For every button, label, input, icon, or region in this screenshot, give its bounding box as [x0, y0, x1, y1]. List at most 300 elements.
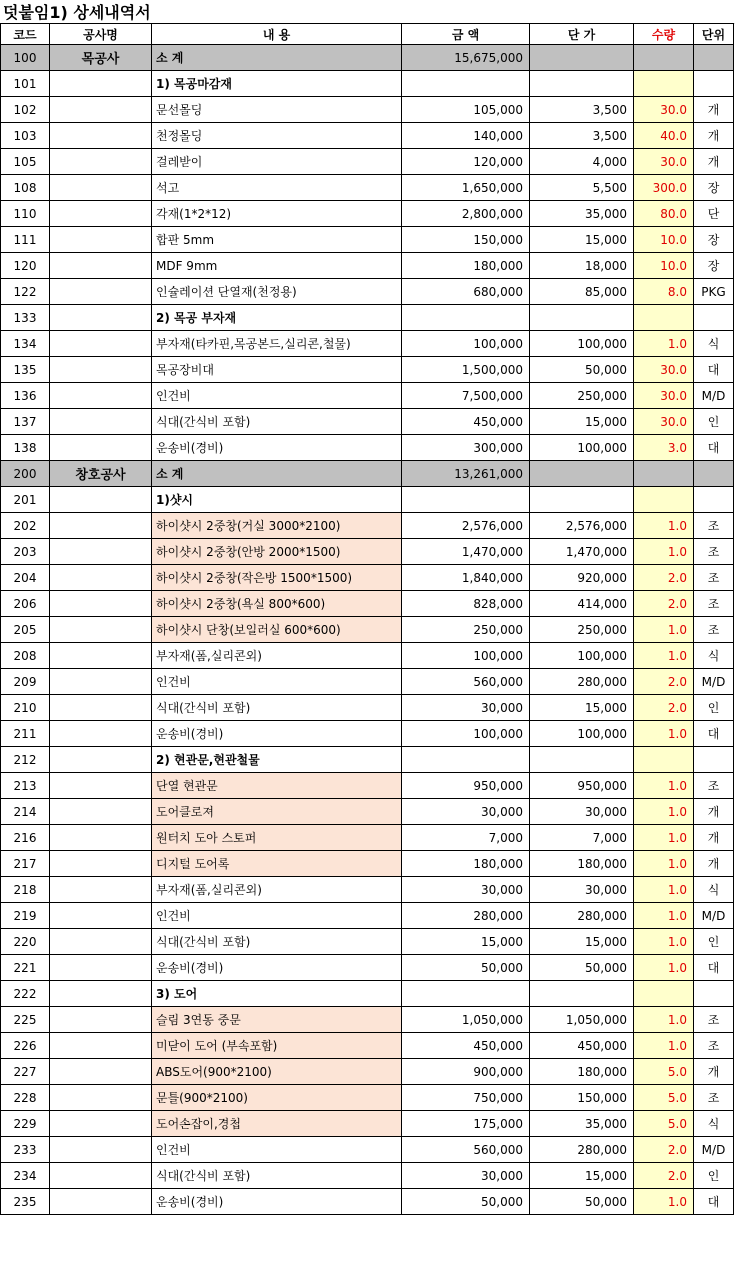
cell-qty[interactable]: 30.0	[634, 357, 694, 383]
cell-amount[interactable]: 950,000	[402, 773, 530, 799]
cell-unit[interactable]	[694, 487, 734, 513]
cell-amount[interactable]: 1,500,000	[402, 357, 530, 383]
cell-amount[interactable]: 450,000	[402, 409, 530, 435]
cell-amount[interactable]: 105,000	[402, 97, 530, 123]
cell-desc[interactable]: 인건비	[152, 669, 402, 695]
cell-desc[interactable]: 식대(간식비 포함)	[152, 929, 402, 955]
cell-amount[interactable]: 30,000	[402, 877, 530, 903]
cell-code[interactable]: 138	[1, 435, 50, 461]
cell-unit[interactable]: 조	[694, 617, 734, 643]
cell-desc[interactable]: 부자재(폼,실리콘외)	[152, 643, 402, 669]
cell-unit[interactable]: 조	[694, 539, 734, 565]
cell-price[interactable]: 15,000	[530, 227, 634, 253]
cell-amount[interactable]	[402, 487, 530, 513]
cell-qty[interactable]	[634, 71, 694, 97]
cell-price[interactable]: 100,000	[530, 643, 634, 669]
cell-qty[interactable]: 2.0	[634, 1163, 694, 1189]
cell-desc[interactable]: 운송비(경비)	[152, 435, 402, 461]
cell-category[interactable]	[50, 1059, 152, 1085]
cell-qty[interactable]: 300.0	[634, 175, 694, 201]
cell-price[interactable]: 150,000	[530, 1085, 634, 1111]
cell-category[interactable]: 목공사	[50, 45, 152, 71]
cell-price[interactable]: 35,000	[530, 201, 634, 227]
cell-desc[interactable]: 3) 도어	[152, 981, 402, 1007]
cell-amount[interactable]: 30,000	[402, 799, 530, 825]
cell-unit[interactable]: M/D	[694, 903, 734, 929]
cell-qty[interactable]: 1.0	[634, 331, 694, 357]
cell-category[interactable]	[50, 695, 152, 721]
cell-price[interactable]: 180,000	[530, 851, 634, 877]
cell-amount[interactable]	[402, 71, 530, 97]
cell-qty[interactable]	[634, 305, 694, 331]
cell-unit[interactable]: 대	[694, 357, 734, 383]
cell-qty[interactable]: 1.0	[634, 903, 694, 929]
cell-category[interactable]	[50, 253, 152, 279]
cell-code[interactable]: 227	[1, 1059, 50, 1085]
cell-amount[interactable]: 150,000	[402, 227, 530, 253]
cell-category[interactable]	[50, 539, 152, 565]
cell-category[interactable]	[50, 747, 152, 773]
cell-category[interactable]	[50, 305, 152, 331]
cell-category[interactable]	[50, 825, 152, 851]
cell-price[interactable]: 15,000	[530, 1163, 634, 1189]
cell-category[interactable]	[50, 149, 152, 175]
cell-code[interactable]: 216	[1, 825, 50, 851]
cell-unit[interactable]: 인	[694, 929, 734, 955]
cell-price[interactable]: 7,000	[530, 825, 634, 851]
cell-desc[interactable]: 도어클로져	[152, 799, 402, 825]
cell-category[interactable]	[50, 487, 152, 513]
cell-unit[interactable]: 식	[694, 331, 734, 357]
cell-category[interactable]	[50, 643, 152, 669]
cell-desc[interactable]: 원터치 도아 스토퍼	[152, 825, 402, 851]
cell-category[interactable]	[50, 227, 152, 253]
cell-unit[interactable]: 개	[694, 799, 734, 825]
cell-unit[interactable]: 개	[694, 825, 734, 851]
cell-code[interactable]: 234	[1, 1163, 50, 1189]
cell-qty[interactable]: 40.0	[634, 123, 694, 149]
cell-amount[interactable]: 900,000	[402, 1059, 530, 1085]
cell-qty[interactable]: 1.0	[634, 851, 694, 877]
cell-amount[interactable]: 15,000	[402, 929, 530, 955]
cell-unit[interactable]: 장	[694, 175, 734, 201]
cell-desc[interactable]: 운송비(경비)	[152, 1189, 402, 1215]
cell-qty[interactable]: 1.0	[634, 773, 694, 799]
cell-unit[interactable]: 조	[694, 591, 734, 617]
cell-code[interactable]: 110	[1, 201, 50, 227]
cell-price[interactable]: 100,000	[530, 721, 634, 747]
cell-qty[interactable]: 30.0	[634, 149, 694, 175]
cell-code[interactable]: 101	[1, 71, 50, 97]
header-category[interactable]: 공사명	[50, 24, 152, 45]
cell-unit[interactable]: 개	[694, 123, 734, 149]
cell-category[interactable]	[50, 773, 152, 799]
cell-amount[interactable]: 300,000	[402, 435, 530, 461]
cell-unit[interactable]: M/D	[694, 383, 734, 409]
cell-price[interactable]: 3,500	[530, 97, 634, 123]
cell-price[interactable]: 280,000	[530, 903, 634, 929]
cell-unit[interactable]: 식	[694, 877, 734, 903]
cell-code[interactable]: 214	[1, 799, 50, 825]
cell-desc[interactable]: 하이샷시 단창(보일러실 600*600)	[152, 617, 402, 643]
cell-unit[interactable]: 개	[694, 1059, 734, 1085]
cell-category[interactable]	[50, 331, 152, 357]
cell-code[interactable]: 202	[1, 513, 50, 539]
cell-desc[interactable]: 1) 목공마감재	[152, 71, 402, 97]
cell-code[interactable]: 222	[1, 981, 50, 1007]
cell-amount[interactable]: 2,800,000	[402, 201, 530, 227]
cell-amount[interactable]: 30,000	[402, 695, 530, 721]
cell-desc[interactable]: 석고	[152, 175, 402, 201]
cell-code[interactable]: 209	[1, 669, 50, 695]
cell-category[interactable]	[50, 383, 152, 409]
cell-code[interactable]: 103	[1, 123, 50, 149]
cell-price[interactable]: 1,050,000	[530, 1007, 634, 1033]
cell-code[interactable]: 206	[1, 591, 50, 617]
cell-unit[interactable]: 개	[694, 851, 734, 877]
cell-amount[interactable]: 1,470,000	[402, 539, 530, 565]
cell-code[interactable]: 229	[1, 1111, 50, 1137]
cell-amount[interactable]	[402, 747, 530, 773]
cell-code[interactable]: 137	[1, 409, 50, 435]
cell-price[interactable]	[530, 71, 634, 97]
cell-amount[interactable]: 750,000	[402, 1085, 530, 1111]
cell-code[interactable]: 219	[1, 903, 50, 929]
cell-category[interactable]	[50, 513, 152, 539]
cell-category[interactable]	[50, 851, 152, 877]
cell-desc[interactable]: 문선몰딩	[152, 97, 402, 123]
cell-unit[interactable]: 조	[694, 1007, 734, 1033]
cell-category[interactable]	[50, 903, 152, 929]
cell-amount[interactable]: 100,000	[402, 721, 530, 747]
cell-category[interactable]	[50, 279, 152, 305]
cell-unit[interactable]: 장	[694, 253, 734, 279]
cell-qty[interactable]	[634, 487, 694, 513]
cell-category[interactable]	[50, 1189, 152, 1215]
cell-desc[interactable]: MDF 9mm	[152, 253, 402, 279]
cell-code[interactable]: 200	[1, 461, 50, 487]
cell-code[interactable]: 221	[1, 955, 50, 981]
cell-qty[interactable]: 1.0	[634, 721, 694, 747]
cell-qty[interactable]: 1.0	[634, 1007, 694, 1033]
cell-qty[interactable]: 2.0	[634, 565, 694, 591]
cell-price[interactable]	[530, 487, 634, 513]
cell-category[interactable]	[50, 721, 152, 747]
cell-qty[interactable]: 30.0	[634, 383, 694, 409]
cell-amount[interactable]: 2,576,000	[402, 513, 530, 539]
cell-desc[interactable]: 부자재(타카핀,목공본드,실리콘,철물)	[152, 331, 402, 357]
cell-category[interactable]	[50, 1085, 152, 1111]
cell-qty[interactable]: 10.0	[634, 227, 694, 253]
cell-desc[interactable]: 인건비	[152, 383, 402, 409]
cell-unit[interactable]: 대	[694, 955, 734, 981]
cell-price[interactable]: 920,000	[530, 565, 634, 591]
cell-price[interactable]: 5,500	[530, 175, 634, 201]
cell-amount[interactable]: 560,000	[402, 1137, 530, 1163]
cell-unit[interactable]	[694, 747, 734, 773]
cell-desc[interactable]: 2) 현관문,현관철물	[152, 747, 402, 773]
cell-category[interactable]	[50, 929, 152, 955]
cell-unit[interactable]	[694, 45, 734, 71]
cell-category[interactable]	[50, 617, 152, 643]
cell-category[interactable]	[50, 669, 152, 695]
cell-unit[interactable]: 조	[694, 513, 734, 539]
cell-qty[interactable]	[634, 461, 694, 487]
cell-price[interactable]: 1,470,000	[530, 539, 634, 565]
header-code[interactable]: 코드	[1, 24, 50, 45]
cell-unit[interactable]: 개	[694, 97, 734, 123]
cell-code[interactable]: 205	[1, 617, 50, 643]
cell-desc[interactable]: 인건비	[152, 903, 402, 929]
cell-code[interactable]: 111	[1, 227, 50, 253]
cell-desc[interactable]: 문틀(900*2100)	[152, 1085, 402, 1111]
cell-amount[interactable]: 828,000	[402, 591, 530, 617]
header-unit[interactable]: 단위	[694, 24, 734, 45]
cell-qty[interactable]: 5.0	[634, 1059, 694, 1085]
cell-category[interactable]	[50, 591, 152, 617]
cell-qty[interactable]: 1.0	[634, 539, 694, 565]
cell-amount[interactable]	[402, 981, 530, 1007]
cell-unit[interactable]	[694, 305, 734, 331]
cell-amount[interactable]: 13,261,000	[402, 461, 530, 487]
cell-desc[interactable]: 하이샷시 2중창(욕실 800*600)	[152, 591, 402, 617]
cell-qty[interactable]: 5.0	[634, 1111, 694, 1137]
header-price[interactable]: 단 가	[530, 24, 634, 45]
cell-price[interactable]: 414,000	[530, 591, 634, 617]
cell-category[interactable]	[50, 1137, 152, 1163]
cell-price[interactable]: 250,000	[530, 383, 634, 409]
cell-desc[interactable]: 도어손잡이,경첩	[152, 1111, 402, 1137]
cell-category[interactable]	[50, 565, 152, 591]
cell-qty[interactable]: 1.0	[634, 617, 694, 643]
cell-unit[interactable]: 조	[694, 565, 734, 591]
cell-code[interactable]: 208	[1, 643, 50, 669]
cell-qty[interactable]: 10.0	[634, 253, 694, 279]
cell-category[interactable]: 창호공사	[50, 461, 152, 487]
cell-desc[interactable]: 운송비(경비)	[152, 955, 402, 981]
cell-category[interactable]	[50, 1111, 152, 1137]
cell-category[interactable]	[50, 435, 152, 461]
cell-code[interactable]: 108	[1, 175, 50, 201]
cell-desc[interactable]: 단열 현관문	[152, 773, 402, 799]
cell-amount[interactable]: 680,000	[402, 279, 530, 305]
cell-price[interactable]: 250,000	[530, 617, 634, 643]
cell-category[interactable]	[50, 1163, 152, 1189]
cell-category[interactable]	[50, 123, 152, 149]
cell-code[interactable]: 233	[1, 1137, 50, 1163]
cell-code[interactable]: 102	[1, 97, 50, 123]
cell-desc[interactable]: 1)샷시	[152, 487, 402, 513]
cell-category[interactable]	[50, 175, 152, 201]
cell-price[interactable]: 50,000	[530, 1189, 634, 1215]
cell-amount[interactable]: 7,000	[402, 825, 530, 851]
cell-unit[interactable]: 대	[694, 435, 734, 461]
cell-price[interactable]: 85,000	[530, 279, 634, 305]
cell-desc[interactable]: 인건비	[152, 1137, 402, 1163]
cell-amount[interactable]: 140,000	[402, 123, 530, 149]
cell-desc[interactable]: 걸레받이	[152, 149, 402, 175]
cell-code[interactable]: 210	[1, 695, 50, 721]
cell-price[interactable]	[530, 45, 634, 71]
cell-amount[interactable]: 180,000	[402, 253, 530, 279]
cell-amount[interactable]: 180,000	[402, 851, 530, 877]
cell-unit[interactable]: 대	[694, 1189, 734, 1215]
header-amount[interactable]: 금 액	[402, 24, 530, 45]
cell-unit[interactable]: 식	[694, 1111, 734, 1137]
cell-desc[interactable]: ABS도어(900*2100)	[152, 1059, 402, 1085]
cell-qty[interactable]: 1.0	[634, 929, 694, 955]
cell-price[interactable]: 18,000	[530, 253, 634, 279]
cell-unit[interactable]: 단	[694, 201, 734, 227]
cell-category[interactable]	[50, 357, 152, 383]
header-qty[interactable]: 수량	[634, 24, 694, 45]
cell-desc[interactable]: 천정몰딩	[152, 123, 402, 149]
cell-qty[interactable]: 80.0	[634, 201, 694, 227]
cell-desc[interactable]: 목공장비대	[152, 357, 402, 383]
cell-qty[interactable]: 1.0	[634, 513, 694, 539]
cell-qty[interactable]: 30.0	[634, 97, 694, 123]
cell-code[interactable]: 204	[1, 565, 50, 591]
cell-price[interactable]: 280,000	[530, 1137, 634, 1163]
cell-amount[interactable]: 450,000	[402, 1033, 530, 1059]
cell-category[interactable]	[50, 97, 152, 123]
cell-price[interactable]: 15,000	[530, 409, 634, 435]
cell-code[interactable]: 120	[1, 253, 50, 279]
cell-desc[interactable]: 합판 5mm	[152, 227, 402, 253]
cell-code[interactable]: 228	[1, 1085, 50, 1111]
cell-qty[interactable]: 1.0	[634, 955, 694, 981]
cell-price[interactable]: 180,000	[530, 1059, 634, 1085]
cell-amount[interactable]: 15,675,000	[402, 45, 530, 71]
cell-amount[interactable]: 560,000	[402, 669, 530, 695]
cell-code[interactable]: 133	[1, 305, 50, 331]
cell-qty[interactable]	[634, 981, 694, 1007]
cell-price[interactable]: 100,000	[530, 435, 634, 461]
cell-unit[interactable]: 장	[694, 227, 734, 253]
cell-category[interactable]	[50, 1033, 152, 1059]
cell-price[interactable]: 15,000	[530, 695, 634, 721]
cell-amount[interactable]: 1,650,000	[402, 175, 530, 201]
cell-price[interactable]: 15,000	[530, 929, 634, 955]
cell-category[interactable]	[50, 799, 152, 825]
cell-category[interactable]	[50, 201, 152, 227]
cell-desc[interactable]: 식대(간식비 포함)	[152, 1163, 402, 1189]
cell-code[interactable]: 218	[1, 877, 50, 903]
cell-code[interactable]: 135	[1, 357, 50, 383]
cell-desc[interactable]: 부자재(폼,실리콘외)	[152, 877, 402, 903]
cell-amount[interactable]: 120,000	[402, 149, 530, 175]
cell-amount[interactable]: 30,000	[402, 1163, 530, 1189]
cell-amount[interactable]: 100,000	[402, 643, 530, 669]
cell-price[interactable]: 100,000	[530, 331, 634, 357]
cell-code[interactable]: 235	[1, 1189, 50, 1215]
cell-qty[interactable]: 1.0	[634, 643, 694, 669]
cell-price[interactable]: 30,000	[530, 799, 634, 825]
cell-unit[interactable]: M/D	[694, 669, 734, 695]
cell-unit[interactable]: 인	[694, 695, 734, 721]
cell-qty[interactable]: 2.0	[634, 1137, 694, 1163]
cell-unit[interactable]: 조	[694, 773, 734, 799]
cell-desc[interactable]: 운송비(경비)	[152, 721, 402, 747]
cell-qty[interactable]: 8.0	[634, 279, 694, 305]
cell-qty[interactable]: 30.0	[634, 409, 694, 435]
cell-desc[interactable]: 디지털 도어록	[152, 851, 402, 877]
header-desc[interactable]: 내 용	[152, 24, 402, 45]
cell-category[interactable]	[50, 877, 152, 903]
cell-desc[interactable]: 식대(간식비 포함)	[152, 695, 402, 721]
cell-unit[interactable]: 대	[694, 721, 734, 747]
cell-unit[interactable]: 식	[694, 643, 734, 669]
cell-amount[interactable]: 1,050,000	[402, 1007, 530, 1033]
cell-unit[interactable]: 인	[694, 409, 734, 435]
cell-category[interactable]	[50, 409, 152, 435]
cell-category[interactable]	[50, 981, 152, 1007]
cell-code[interactable]: 212	[1, 747, 50, 773]
cell-qty[interactable]: 1.0	[634, 799, 694, 825]
cell-qty[interactable]: 1.0	[634, 877, 694, 903]
cell-desc[interactable]: 하이샷시 2중창(작은방 1500*1500)	[152, 565, 402, 591]
cell-amount[interactable]	[402, 305, 530, 331]
cell-category[interactable]	[50, 71, 152, 97]
cell-qty[interactable]	[634, 747, 694, 773]
cell-desc[interactable]: 하이샷시 2중창(거실 3000*2100)	[152, 513, 402, 539]
cell-qty[interactable]: 3.0	[634, 435, 694, 461]
cell-qty[interactable]: 2.0	[634, 695, 694, 721]
cell-category[interactable]	[50, 955, 152, 981]
cell-code[interactable]: 105	[1, 149, 50, 175]
cell-price[interactable]: 2,576,000	[530, 513, 634, 539]
cell-desc[interactable]: 미닫이 도어 (부속포함)	[152, 1033, 402, 1059]
cell-desc[interactable]: 인슐레이션 단열재(천정용)	[152, 279, 402, 305]
cell-desc[interactable]: 슬림 3연동 중문	[152, 1007, 402, 1033]
cell-code[interactable]: 226	[1, 1033, 50, 1059]
cell-desc[interactable]: 하이샷시 2중창(안방 2000*1500)	[152, 539, 402, 565]
cell-unit[interactable]	[694, 981, 734, 1007]
cell-price[interactable]: 50,000	[530, 955, 634, 981]
cell-amount[interactable]: 100,000	[402, 331, 530, 357]
cell-price[interactable]: 35,000	[530, 1111, 634, 1137]
cell-unit[interactable]	[694, 461, 734, 487]
cell-code[interactable]: 100	[1, 45, 50, 71]
cell-unit[interactable]: 조	[694, 1033, 734, 1059]
cell-price[interactable]: 950,000	[530, 773, 634, 799]
cell-amount[interactable]: 50,000	[402, 955, 530, 981]
cell-price[interactable]: 3,500	[530, 123, 634, 149]
cell-price[interactable]: 50,000	[530, 357, 634, 383]
cell-price[interactable]	[530, 305, 634, 331]
cell-qty[interactable]: 1.0	[634, 1189, 694, 1215]
cell-unit[interactable]: 인	[694, 1163, 734, 1189]
cell-category[interactable]	[50, 1007, 152, 1033]
cell-price[interactable]: 280,000	[530, 669, 634, 695]
cell-amount[interactable]: 50,000	[402, 1189, 530, 1215]
cell-code[interactable]: 220	[1, 929, 50, 955]
cell-desc[interactable]: 2) 목공 부자재	[152, 305, 402, 331]
cell-desc[interactable]: 소 계	[152, 45, 402, 71]
cell-desc[interactable]: 각재(1*2*12)	[152, 201, 402, 227]
cell-price[interactable]	[530, 981, 634, 1007]
cell-desc[interactable]: 소 계	[152, 461, 402, 487]
cell-price[interactable]: 4,000	[530, 149, 634, 175]
cell-desc[interactable]: 식대(간식비 포함)	[152, 409, 402, 435]
cell-price[interactable]: 450,000	[530, 1033, 634, 1059]
cell-amount[interactable]: 1,840,000	[402, 565, 530, 591]
cell-code[interactable]: 217	[1, 851, 50, 877]
cell-price[interactable]	[530, 747, 634, 773]
cell-qty[interactable]: 1.0	[634, 825, 694, 851]
cell-code[interactable]: 225	[1, 1007, 50, 1033]
cell-qty[interactable]: 5.0	[634, 1085, 694, 1111]
